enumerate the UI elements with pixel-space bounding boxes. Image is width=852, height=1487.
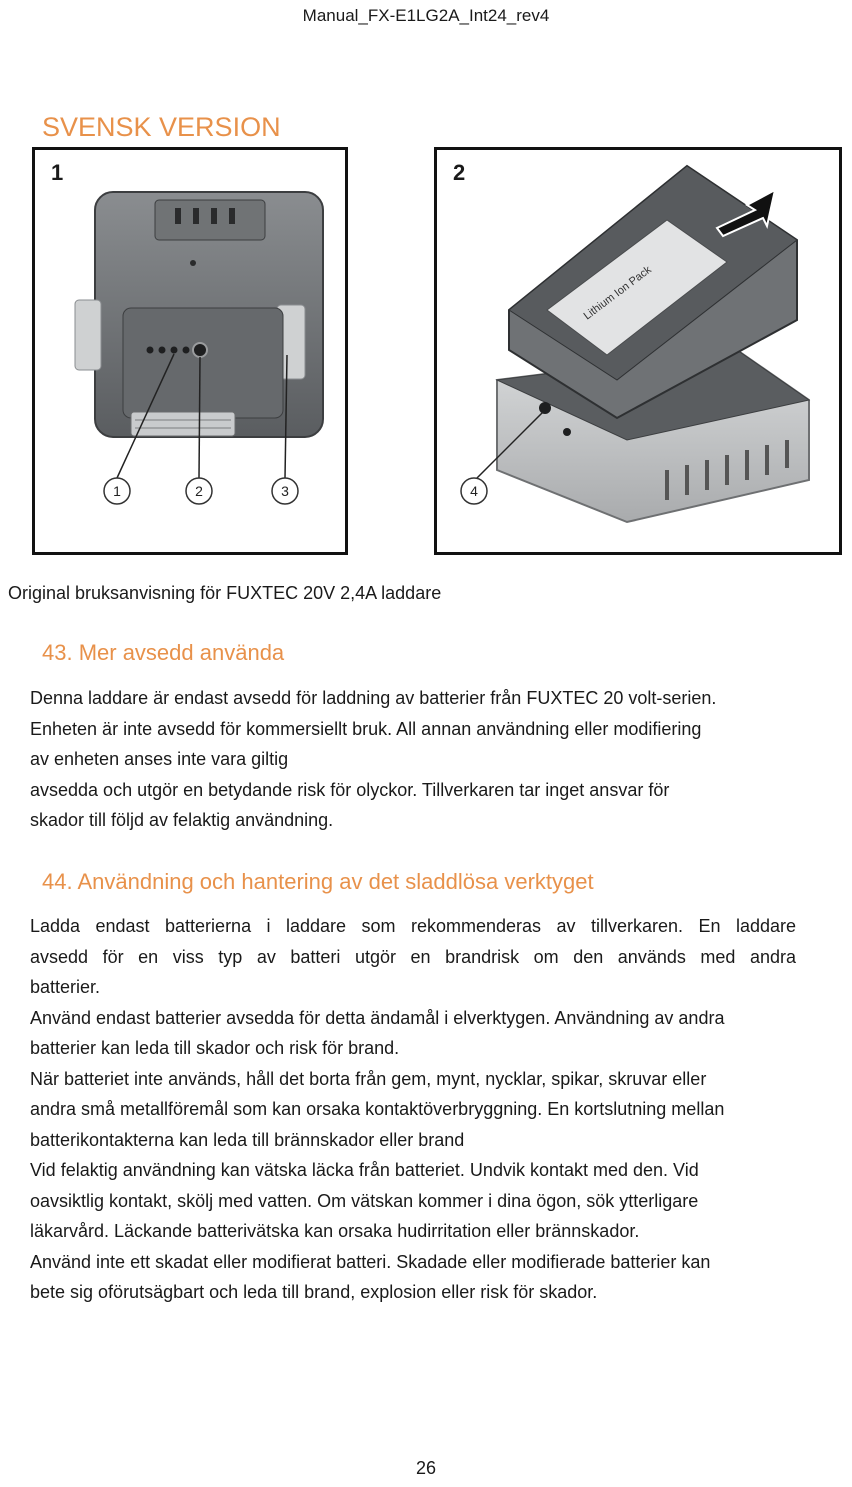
callout-label-1: 1 bbox=[113, 483, 121, 499]
paragraph-line: av enheten anses inte vara giltig bbox=[30, 749, 289, 769]
paragraph-line: Enheten är inte avsedd för kommersiellt bruk. All annan användning eller modifiering bbox=[30, 718, 702, 739]
paragraph-line: avsedda och utgör en betydande risk för olyckor. Tillverkaren tar inget ansvar för bbox=[30, 779, 670, 800]
paragraph-line: batterikontakterna kan leda till brännskador eller brand bbox=[30, 1129, 465, 1150]
charger-illustration bbox=[437, 150, 839, 552]
paragraph-line: Använd endast batterier avsedda för detta ändamål i elverktygen. Användning av andra bbox=[30, 1007, 725, 1028]
section-title: SVENSK VERSION bbox=[42, 112, 281, 142]
paragraph-line: bete sig oförutsägbart och leda till brand, explosion eller risk för skador. bbox=[30, 1282, 598, 1302]
callout-label-4: 4 bbox=[470, 483, 478, 499]
figure-caption: Original bruksanvisning för FUXTEC 20V 2,4A laddare bbox=[8, 583, 442, 603]
paragraph-line: skador till följd av felaktig användning. bbox=[30, 810, 334, 830]
section-44-body bbox=[30, 972, 800, 1308]
figure-2-charger bbox=[434, 147, 842, 555]
callout-label-2: 2 bbox=[195, 483, 203, 499]
paragraph-line: Denna laddare är endast avsedd för laddning av batterier från FUXTEC 20 volt-serien. bbox=[30, 688, 717, 708]
paragraph-line: batterier. bbox=[30, 977, 101, 997]
paragraph-line: När batteriet inte används, håll det borta från gem, mynt, nycklar, spikar, skruvar eller bbox=[30, 1068, 707, 1089]
callout-label-3: 3 bbox=[281, 483, 289, 499]
page-number: 26 bbox=[415, 1458, 437, 1478]
paragraph-line: andra små metallföremål som kan orsaka kontaktöverbryggning. En kortslutning mellan bbox=[30, 1099, 725, 1119]
paragraph-line: Ladda endast batterierna i laddare som rekommenderas av tillverkaren. En laddare bbox=[30, 916, 796, 936]
document-header: Manual_FX-E1LG2A_Int24_rev4 bbox=[302, 6, 550, 25]
paragraph-line: läkarvård. Läckande batterivätska kan orsaka hudirritation eller brännskador. bbox=[30, 1221, 640, 1241]
heading-43: 43. Mer avsedd använda bbox=[42, 640, 285, 665]
figure-1-battery bbox=[32, 147, 348, 555]
section-43-body bbox=[30, 683, 800, 836]
battery-illustration bbox=[35, 150, 345, 552]
paragraph-line: avsedd för en viss typ av batteri utgör en brandrisk om den används med andra bbox=[30, 946, 796, 967]
figure-number-1: 1 bbox=[51, 160, 64, 185]
paragraph-line: Vid felaktig användning kan vätska läcka från batteriet. Undvik kontakt med den. Vid bbox=[30, 1160, 699, 1180]
figure-number-2: 2 bbox=[453, 160, 466, 185]
heading-44: 44. Användning och hantering av det sladdlösa verktyget bbox=[42, 869, 594, 894]
paragraph-line: Använd inte ett skadat eller modifierat batteri. Skadade eller modifierade batterier kan bbox=[30, 1251, 711, 1272]
battery-label-text: Lithium Ion Pack bbox=[581, 263, 654, 323]
paragraph-line: oavsiktlig kontakt, skölj med vatten. Om vätskan kommer i dina ögon, sök ytterligare bbox=[30, 1190, 699, 1211]
section-44-intro bbox=[30, 911, 796, 972]
paragraph-line: batterier kan leda till skador och risk för brand. bbox=[30, 1038, 400, 1058]
